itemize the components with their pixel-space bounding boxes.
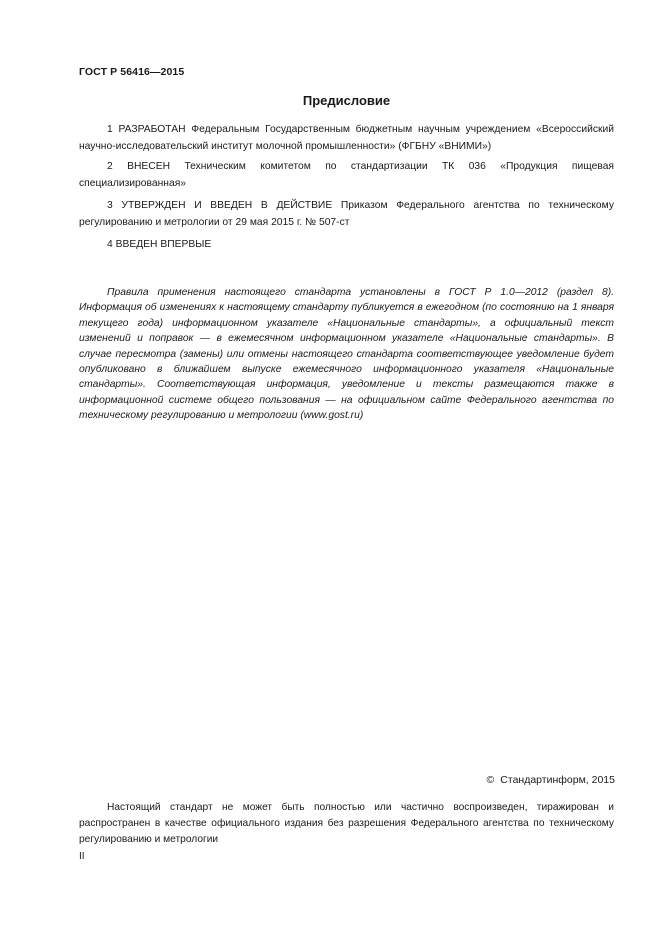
standard-code: ГОСТ Р 56416—2015 (79, 66, 185, 78)
foreword-item-3: 3 УТВЕРЖДЕН И ВВЕДЕН В ДЕЙСТВИЕ Приказом Федерального агентства по техническому регулированию и метрологии от 29 мая 2015 г. № 507-ст (79, 200, 614, 228)
copyright-line (487, 774, 615, 786)
copyright-icon: © (486, 774, 495, 786)
page-number: II (79, 851, 85, 862)
foreword-item-2: 2 ВНЕСЕН Техническим комитетом по стандартизации ТК 036 «Продукция пищевая специализированная» (79, 161, 614, 189)
application-rules-note: Правила применения настоящего стандарта установлены в ГОСТ Р 1.0—2012 (раздел 8). Информация об изменениях к настоящему стандарту публикуется в ежегодном (по состоянию на 1 января текущего года) информационном указателе «Национальные стандарты», а официальный текст изменений и поправок — в ежемесячном информационном указателе «Национальные стандарты». В случае пересмотра (замены) или отмены настоящего стандарта соответствующее уведомление будет опубликовано в ближайшем выпуске ежемесячного информационного указателя «Национальные стандарты». Соответствующая информация, уведомление и тексты размещаются также в информационной системе общего пользования — на официальном сайте Федерального агентства по техническому регулированию и метрологии (www.gost.ru) (79, 287, 614, 422)
foreword-item-1: 1 РАЗРАБОТАН Федеральным Государственным бюджетным научным учреждением «Всероссийский научно-исследовательский институт молочной промышленности» (ФГБНУ «ВНИМИ») (79, 124, 614, 152)
legal-notice: Настоящий стандарт не может быть полностью или частично воспроизведен, тиражирован и распространен в качестве официального издания без разрешения Федерального агентства по техническому регулированию и метрологии (79, 802, 614, 845)
foreword-item-4: 4 ВВЕДЕН ВПЕРВЫЕ (107, 239, 212, 250)
copyright-text: Стандартинформ, 2015 (500, 774, 615, 786)
section-title: Предисловие (302, 93, 391, 108)
